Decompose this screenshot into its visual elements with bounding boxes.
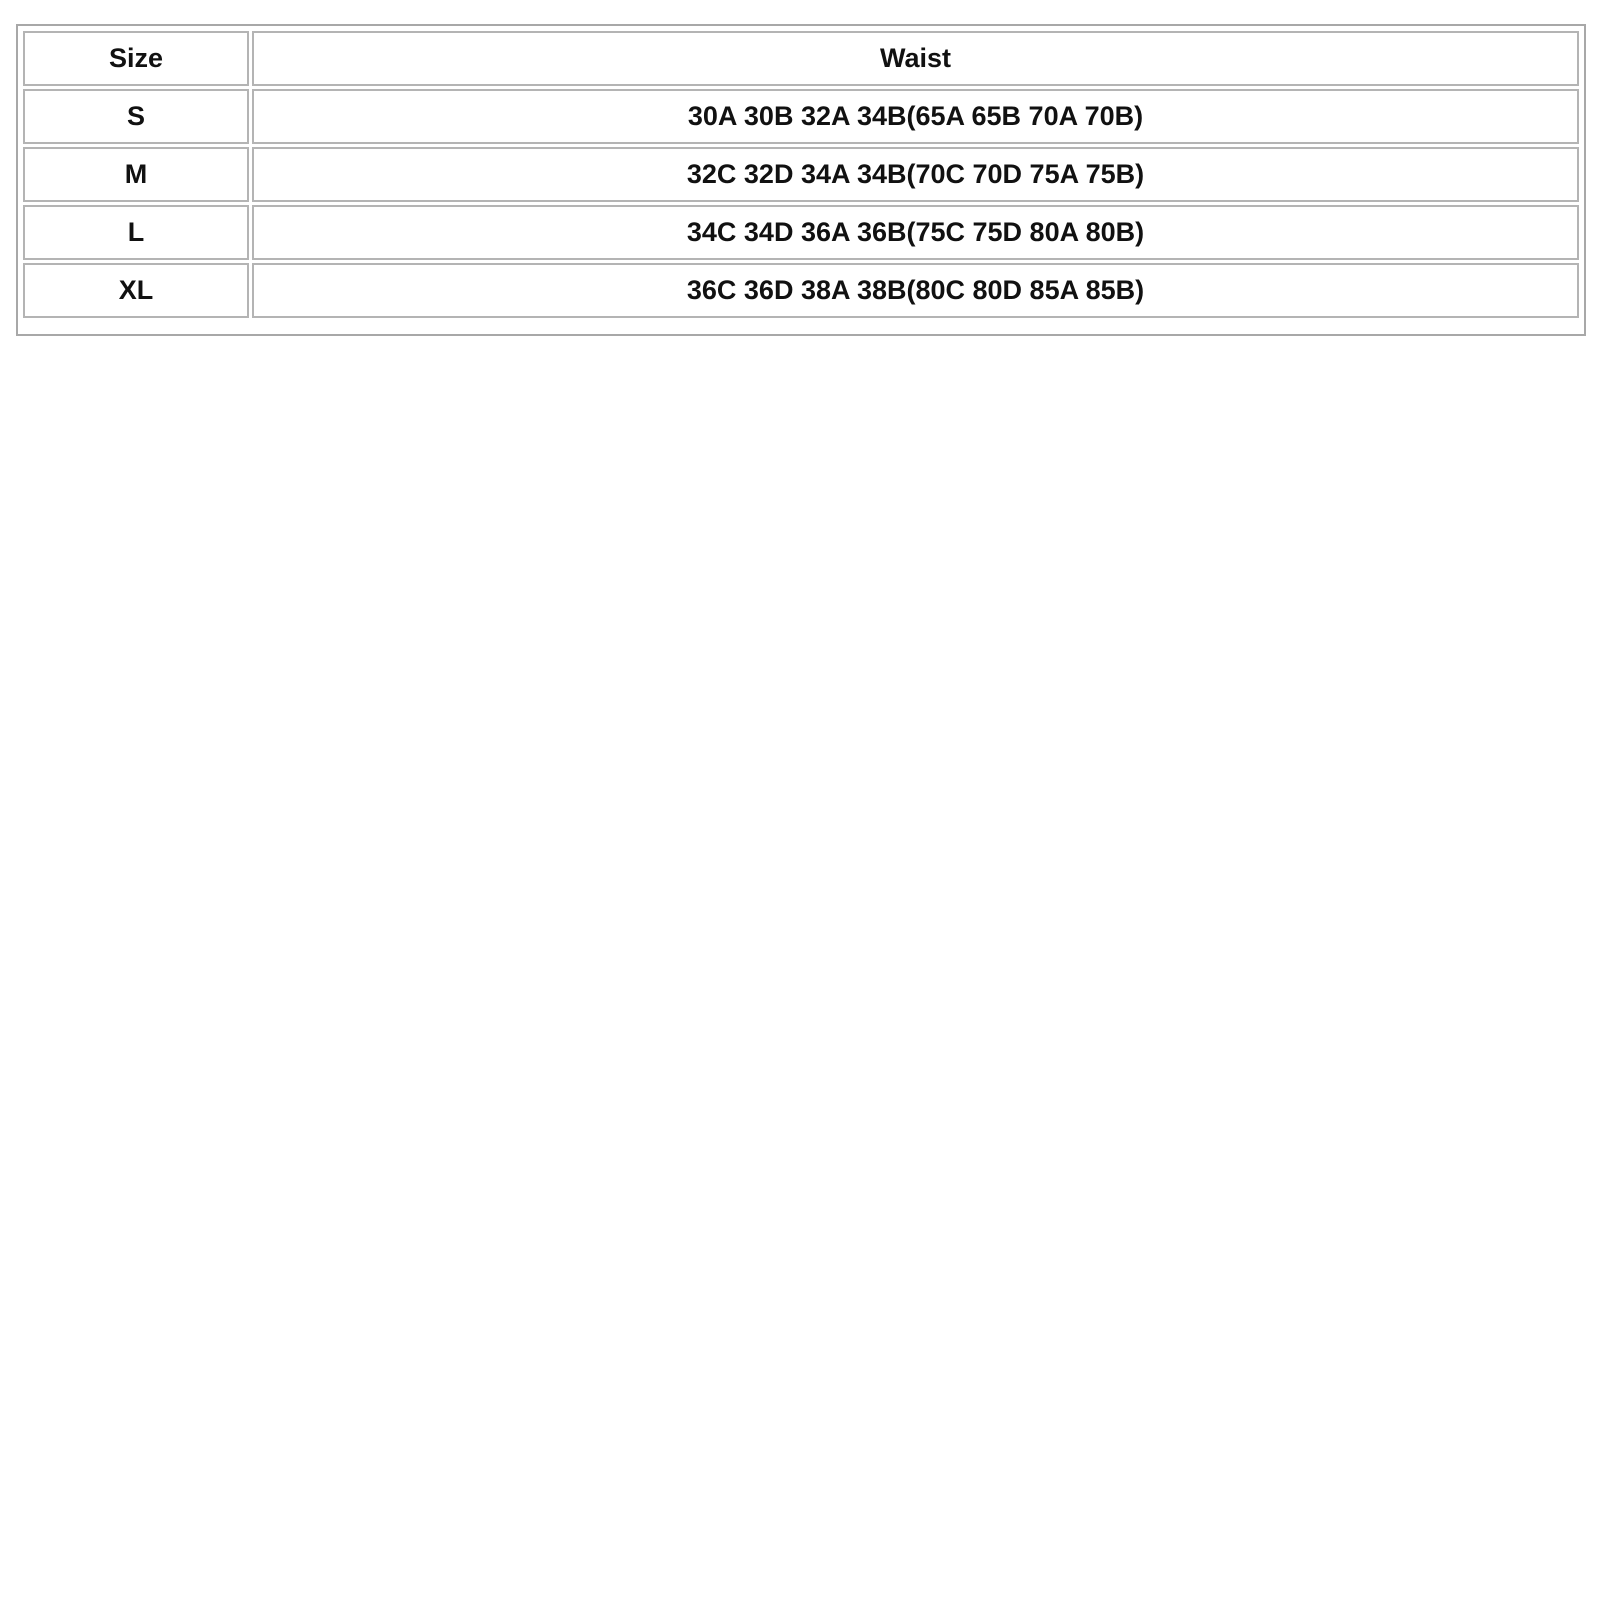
size-chart-table xyxy=(20,28,1582,321)
size-cell: S xyxy=(23,89,249,144)
size-cell: L xyxy=(23,205,249,260)
waist-cell: 30A 30B 32A 34B(65A 65B 70A 70B) xyxy=(252,89,1579,144)
waist-cell: 32C 32D 34A 34B(70C 70D 75A 75B) xyxy=(252,147,1579,202)
header-waist: Waist xyxy=(252,31,1579,86)
size-cell: M xyxy=(23,147,249,202)
waist-cell: 36C 36D 38A 38B(80C 80D 85A 85B) xyxy=(252,263,1579,318)
header-size: Size xyxy=(23,31,249,86)
waist-cell: 34C 34D 36A 36B(75C 75D 80A 80B) xyxy=(252,205,1579,260)
table-header-row xyxy=(23,31,1579,86)
size-cell: XL xyxy=(23,263,249,318)
table-row xyxy=(23,205,1579,260)
table-row xyxy=(23,89,1579,144)
table-row xyxy=(23,263,1579,318)
table-row xyxy=(23,147,1579,202)
size-chart-frame xyxy=(16,24,1586,336)
